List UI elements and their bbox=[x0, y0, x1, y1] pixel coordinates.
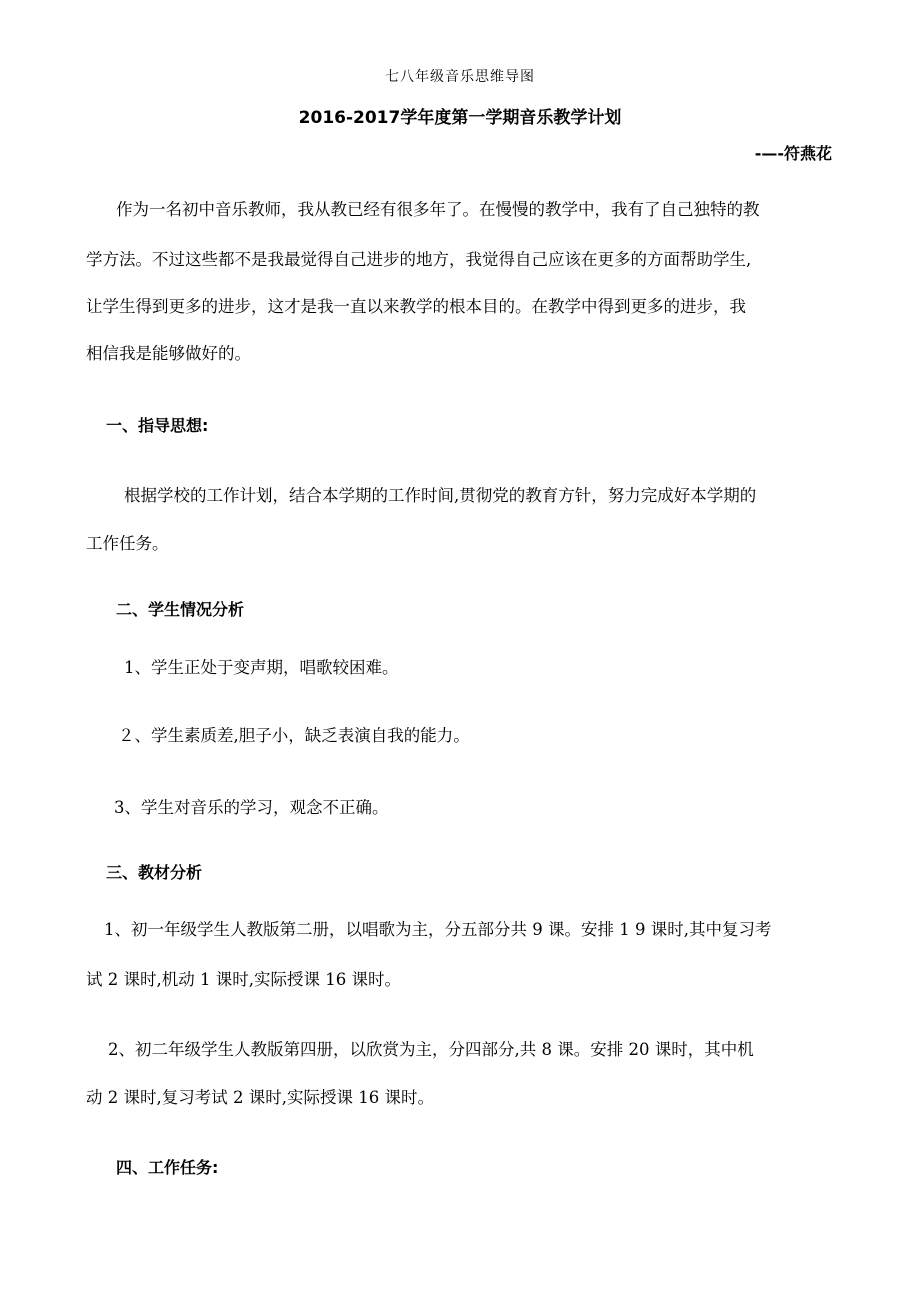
intro-line-2: 学方法。不过这些都不是我最觉得自己进步的地方，我觉得自己应该在更多的方面帮助学生, bbox=[86, 250, 752, 269]
section-3-item-2-line-1: 2、初二年级学生人教版第四册，以欣赏为主，分四部分,共 8 课。安排 20 课时，其中机 bbox=[108, 1040, 754, 1059]
document-title: 2016-2017学年度第一学期音乐教学计划 bbox=[298, 108, 622, 128]
page-header: 七八年级音乐思维导图 bbox=[385, 69, 535, 85]
section-1-line-2: 工作任务。 bbox=[86, 534, 169, 553]
intro-line-1: 作为一名初中音乐教师，我从教已经有很多年了。在慢慢的教学中，我有了自己独特的教 bbox=[116, 200, 760, 219]
section-2-item-2: ２、学生素质差,胆子小，缺乏表演自我的能力。 bbox=[118, 726, 470, 745]
section-2-item-1: 1、学生正处于变声期，唱歌较困难。 bbox=[124, 658, 399, 677]
section-3-item-2-line-2: 动 2 课时,复习考试 2 课时,实际授课 16 课时。 bbox=[86, 1088, 434, 1107]
section-2-item-3: 3、学生对音乐的学习，观念不正确。 bbox=[114, 798, 389, 817]
section-1-line-1: 根据学校的工作计划，结合本学期的工作时间,贯彻党的教育方针，努力完成好本学期的 bbox=[124, 486, 757, 505]
intro-line-4: 相信我是能够做好的。 bbox=[86, 344, 251, 363]
section-2-heading: 二、学生情况分析 bbox=[116, 600, 245, 619]
section-4-heading: 四、工作任务: bbox=[116, 1158, 219, 1177]
section-1-heading: 一、指导思想: bbox=[106, 416, 209, 435]
section-3-item-1-line-2: 试 2 课时,机动 1 课时,实际授课 16 课时。 bbox=[86, 970, 401, 989]
section-3-item-1-line-1: 1、初一年级学生人教版第二册，以唱歌为主，分五部分共 9 课。安排 1 9 课时,其中复习考 bbox=[104, 920, 772, 939]
section-3-heading: 三、教材分析 bbox=[106, 863, 203, 882]
intro-line-3: 让学生得到更多的进步，这才是我一直以来教学的根本目的。在教学中得到更多的进步，我 bbox=[86, 297, 746, 316]
author-signature: -—-符燕花 bbox=[754, 144, 832, 163]
